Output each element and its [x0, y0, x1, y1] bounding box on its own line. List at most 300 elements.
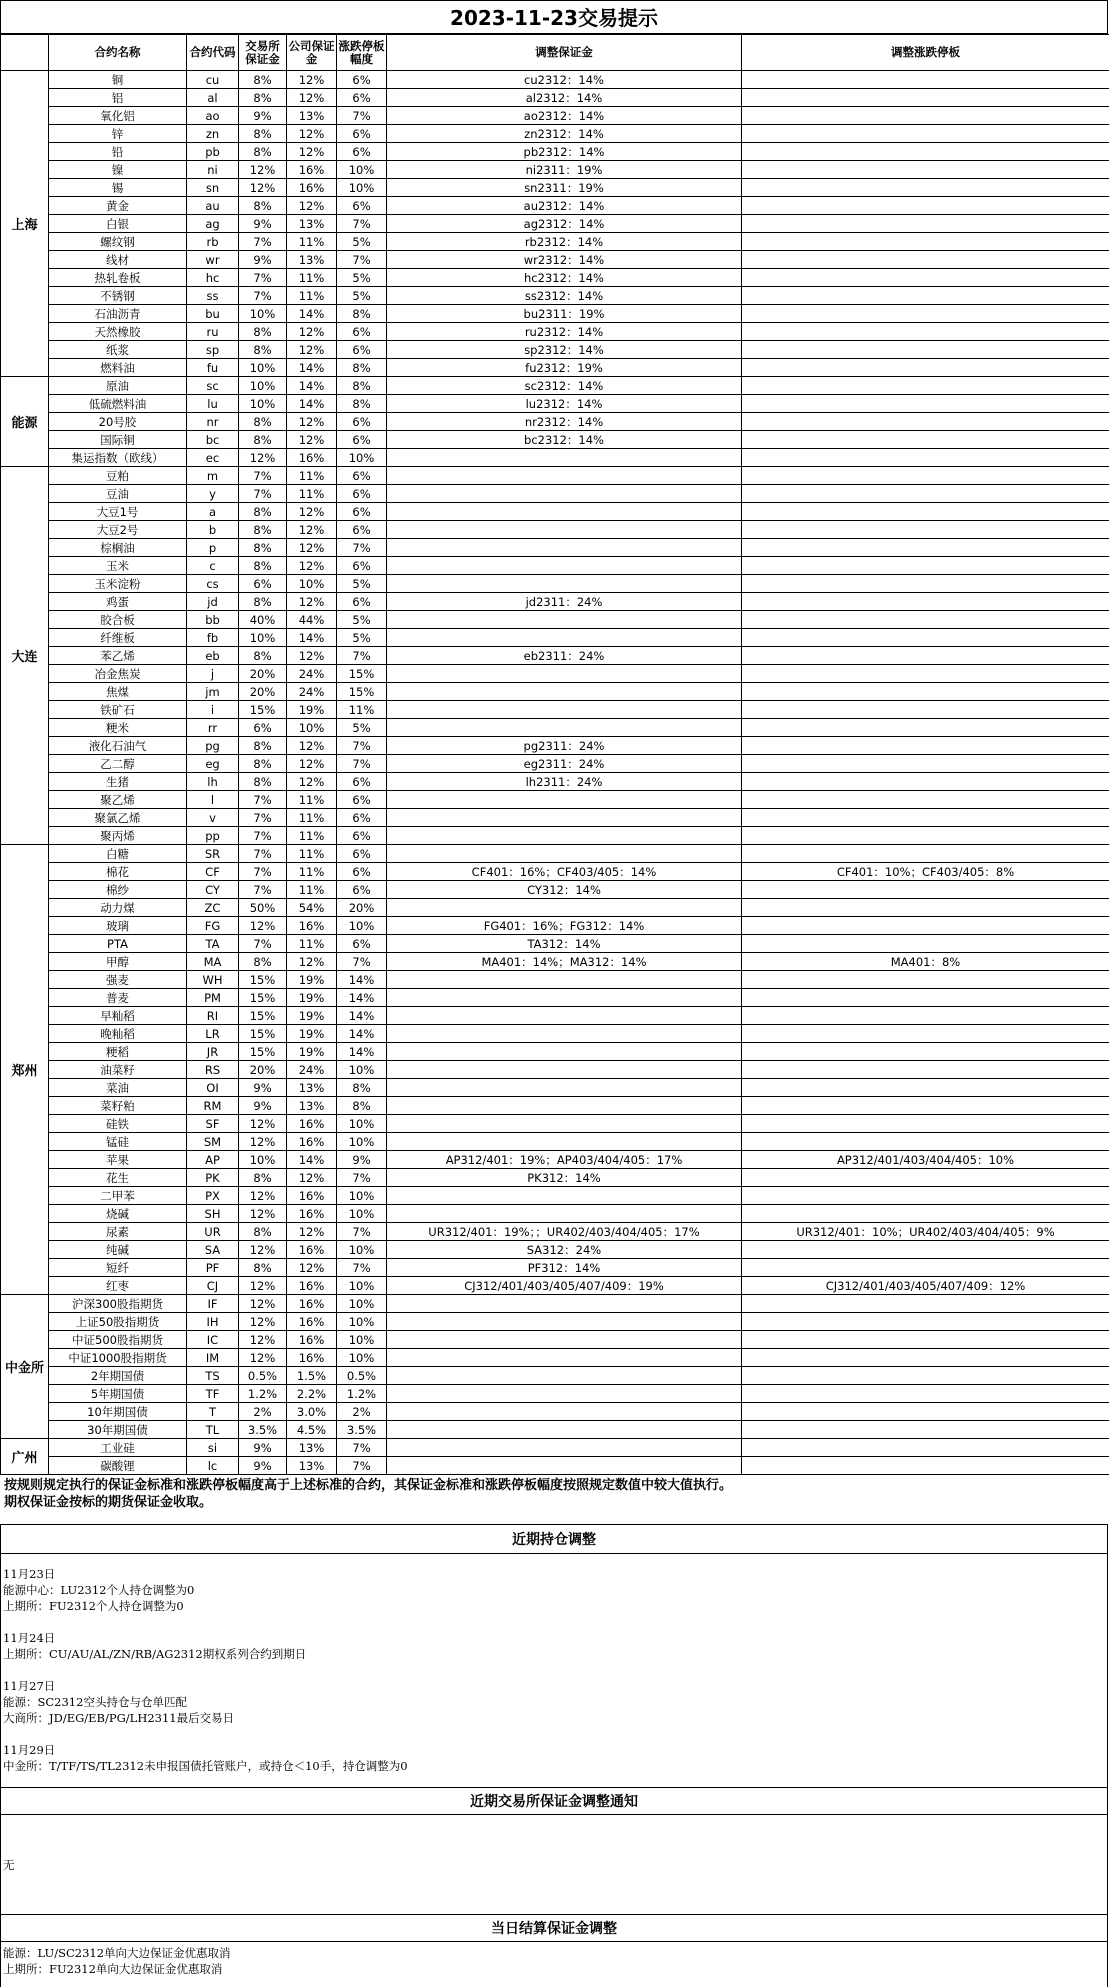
- table-row: [1, 845, 1109, 863]
- exchange-margin: 12%: [239, 1277, 287, 1295]
- adjusted-margin: rb2312：14%: [387, 233, 742, 251]
- contract-code: ao: [187, 107, 239, 125]
- adjusted-limit: [742, 1061, 1109, 1079]
- company-margin: 16%: [287, 1331, 337, 1349]
- company-margin: 12%: [287, 323, 337, 341]
- limit-range: 10%: [337, 1331, 387, 1349]
- adjusted-margin: TA312：14%: [387, 935, 742, 953]
- adjusted-limit: [742, 1295, 1109, 1313]
- adjusted-margin: [387, 1097, 742, 1115]
- exchange-cell: 大连: [1, 467, 49, 845]
- company-margin: 24%: [287, 665, 337, 683]
- contract-code: eg: [187, 755, 239, 773]
- contract-name: 碳酸锂: [49, 1457, 187, 1475]
- exchange-margin: 9%: [239, 1079, 287, 1097]
- contract-code: TS: [187, 1367, 239, 1385]
- adjusted-margin: [387, 1007, 742, 1025]
- adjusted-margin: [387, 1349, 742, 1367]
- exchange-margin: 10%: [239, 629, 287, 647]
- adjusted-margin: [387, 1061, 742, 1079]
- page-title: 2023-11-23交易提示: [0, 0, 1108, 34]
- table-row: [1, 143, 1109, 161]
- limit-range: 10%: [337, 1133, 387, 1151]
- limit-range: 5%: [337, 269, 387, 287]
- adjusted-margin: SA312：24%: [387, 1241, 742, 1259]
- adjusted-margin: [387, 1187, 742, 1205]
- header-adjust-margin: 调整保证金: [387, 35, 742, 71]
- contract-code: CY: [187, 881, 239, 899]
- table-row: [1, 323, 1109, 341]
- contract-name: 晚籼稻: [49, 1025, 187, 1043]
- limit-range: 6%: [337, 71, 387, 89]
- contract-code: au: [187, 197, 239, 215]
- limit-range: 6%: [337, 431, 387, 449]
- adjusted-margin: ag2312：14%: [387, 215, 742, 233]
- limit-range: 8%: [337, 359, 387, 377]
- exchange-margin: 20%: [239, 665, 287, 683]
- limit-range: 6%: [337, 773, 387, 791]
- company-margin: 19%: [287, 1043, 337, 1061]
- limit-range: 20%: [337, 899, 387, 917]
- table-row: [1, 683, 1109, 701]
- adjusted-limit: [742, 305, 1109, 323]
- company-margin: 12%: [287, 557, 337, 575]
- adjusted-limit: [742, 359, 1109, 377]
- contract-code: b: [187, 521, 239, 539]
- adjusted-margin: eb2311：24%: [387, 647, 742, 665]
- adjusted-margin: wr2312：14%: [387, 251, 742, 269]
- table-row: [1, 1205, 1109, 1223]
- contract-code: a: [187, 503, 239, 521]
- company-margin: 11%: [287, 485, 337, 503]
- table-row: [1, 917, 1109, 935]
- limit-range: 10%: [337, 1277, 387, 1295]
- contract-code: al: [187, 89, 239, 107]
- company-margin: 11%: [287, 467, 337, 485]
- adjusted-limit: [742, 575, 1109, 593]
- company-margin: 16%: [287, 449, 337, 467]
- table-row: [1, 1295, 1109, 1313]
- contract-name: PTA: [49, 935, 187, 953]
- contract-name: 大豆2号: [49, 521, 187, 539]
- exchange-margin: 15%: [239, 1043, 287, 1061]
- limit-range: 8%: [337, 1079, 387, 1097]
- limit-range: 14%: [337, 989, 387, 1007]
- exchange-margin: 12%: [239, 1133, 287, 1151]
- contract-code: TL: [187, 1421, 239, 1439]
- contract-code: sn: [187, 179, 239, 197]
- contract-code: lu: [187, 395, 239, 413]
- adjusted-limit: [742, 1367, 1109, 1385]
- contract-name: 纯碱: [49, 1241, 187, 1259]
- table-row: [1, 557, 1109, 575]
- contract-code: fb: [187, 629, 239, 647]
- company-margin: 11%: [287, 809, 337, 827]
- company-margin: 19%: [287, 989, 337, 1007]
- company-margin: 13%: [287, 1457, 337, 1475]
- adjusted-margin: [387, 449, 742, 467]
- contract-code: lh: [187, 773, 239, 791]
- notice-heading: 近期交易所保证金调整通知: [0, 1787, 1108, 1815]
- company-margin: 10%: [287, 575, 337, 593]
- company-margin: 14%: [287, 377, 337, 395]
- adjusted-margin: [387, 719, 742, 737]
- table-row: [1, 1313, 1109, 1331]
- adjusted-limit: [742, 287, 1109, 305]
- limit-range: 10%: [337, 1115, 387, 1133]
- adjusted-limit: [742, 647, 1109, 665]
- contract-code: ag: [187, 215, 239, 233]
- contract-name: 烧碱: [49, 1205, 187, 1223]
- margin-table: [0, 34, 1109, 1475]
- company-margin: 44%: [287, 611, 337, 629]
- limit-range: 6%: [337, 125, 387, 143]
- adjusted-margin: [387, 1313, 742, 1331]
- adjusted-margin: pg2311：24%: [387, 737, 742, 755]
- adjusted-margin: [387, 467, 742, 485]
- contract-code: CJ: [187, 1277, 239, 1295]
- table-row: [1, 1457, 1109, 1475]
- contract-code: rr: [187, 719, 239, 737]
- exchange-cell: 能源: [1, 377, 49, 467]
- adjusted-margin: [387, 1421, 742, 1439]
- limit-range: 6%: [337, 881, 387, 899]
- contract-code: RM: [187, 1097, 239, 1115]
- table-row: [1, 431, 1109, 449]
- exchange-margin: 8%: [239, 953, 287, 971]
- company-margin: 16%: [287, 1313, 337, 1331]
- adjusted-margin: cu2312：14%: [387, 71, 742, 89]
- contract-name: 液化石油气: [49, 737, 187, 755]
- exchange-margin: 7%: [239, 827, 287, 845]
- company-margin: 11%: [287, 791, 337, 809]
- limit-range: 5%: [337, 287, 387, 305]
- contract-code: TA: [187, 935, 239, 953]
- adjusted-margin: [387, 1439, 742, 1457]
- table-row: [1, 467, 1109, 485]
- limit-range: 6%: [337, 521, 387, 539]
- company-margin: 16%: [287, 1349, 337, 1367]
- table-row: [1, 827, 1109, 845]
- adjusted-limit: [742, 773, 1109, 791]
- contract-name: 豆粕: [49, 467, 187, 485]
- exchange-margin: 12%: [239, 161, 287, 179]
- adjusted-limit: [742, 161, 1109, 179]
- adjusted-limit: [742, 89, 1109, 107]
- adjusted-limit: [742, 107, 1109, 125]
- table-body: [1, 71, 1109, 1475]
- exchange-margin: 9%: [239, 251, 287, 269]
- company-margin: 12%: [287, 341, 337, 359]
- limit-range: 6%: [337, 467, 387, 485]
- table-row: [1, 1331, 1109, 1349]
- table-row: [1, 1421, 1109, 1439]
- limit-range: 6%: [337, 827, 387, 845]
- adjusted-limit: [742, 791, 1109, 809]
- adjusted-margin: [387, 683, 742, 701]
- contract-code: y: [187, 485, 239, 503]
- exchange-margin: 7%: [239, 791, 287, 809]
- contract-code: cu: [187, 71, 239, 89]
- contract-name: 燃料油: [49, 359, 187, 377]
- company-margin: 4.5%: [287, 1421, 337, 1439]
- table-row: [1, 1115, 1109, 1133]
- contract-code: IF: [187, 1295, 239, 1313]
- company-margin: 16%: [287, 917, 337, 935]
- adjusted-margin: jd2311：24%: [387, 593, 742, 611]
- contract-name: 红枣: [49, 1277, 187, 1295]
- exchange-margin: 9%: [239, 1097, 287, 1115]
- limit-range: 7%: [337, 1259, 387, 1277]
- contract-code: RI: [187, 1007, 239, 1025]
- table-row: [1, 89, 1109, 107]
- adjusted-limit: [742, 1403, 1109, 1421]
- company-margin: 11%: [287, 287, 337, 305]
- adjusted-margin: MA401：14%；MA312：14%: [387, 953, 742, 971]
- contract-code: hc: [187, 269, 239, 287]
- company-margin: 1.5%: [287, 1367, 337, 1385]
- table-row: [1, 1007, 1109, 1025]
- limit-range: 10%: [337, 449, 387, 467]
- position-line: 11月27日: [3, 1679, 56, 1693]
- limit-range: 6%: [337, 863, 387, 881]
- company-margin: 12%: [287, 1223, 337, 1241]
- company-margin: 16%: [287, 1133, 337, 1151]
- contract-name: 20号胶: [49, 413, 187, 431]
- limit-range: 15%: [337, 683, 387, 701]
- contract-name: 花生: [49, 1169, 187, 1187]
- adjusted-limit: [742, 1115, 1109, 1133]
- adjusted-margin: zn2312：14%: [387, 125, 742, 143]
- contract-code: MA: [187, 953, 239, 971]
- exchange-margin: 12%: [239, 1205, 287, 1223]
- exchange-margin: 12%: [239, 1187, 287, 1205]
- exchange-margin: 20%: [239, 683, 287, 701]
- contract-name: 粳米: [49, 719, 187, 737]
- table-row: [1, 359, 1109, 377]
- contract-name: 苯乙烯: [49, 647, 187, 665]
- contract-code: FG: [187, 917, 239, 935]
- company-margin: 12%: [287, 1169, 337, 1187]
- contract-code: UR: [187, 1223, 239, 1241]
- exchange-margin: 40%: [239, 611, 287, 629]
- limit-range: 10%: [337, 1205, 387, 1223]
- contract-name: 二甲苯: [49, 1187, 187, 1205]
- exchange-margin: 12%: [239, 1295, 287, 1313]
- table-row: [1, 971, 1109, 989]
- adjusted-margin: [387, 1331, 742, 1349]
- company-margin: 10%: [287, 719, 337, 737]
- contract-name: 早籼稻: [49, 1007, 187, 1025]
- table-row: [1, 665, 1109, 683]
- adjusted-margin: [387, 629, 742, 647]
- contract-name: 菜油: [49, 1079, 187, 1097]
- contract-name: 中证1000股指期货: [49, 1349, 187, 1367]
- contract-code: ni: [187, 161, 239, 179]
- contract-code: SF: [187, 1115, 239, 1133]
- limit-range: 5%: [337, 575, 387, 593]
- adjusted-limit: [742, 701, 1109, 719]
- limit-range: 7%: [337, 1223, 387, 1241]
- contract-name: 镍: [49, 161, 187, 179]
- company-margin: 11%: [287, 233, 337, 251]
- limit-range: 10%: [337, 1061, 387, 1079]
- adjusted-margin: [387, 539, 742, 557]
- company-margin: 12%: [287, 755, 337, 773]
- header-exchange: [1, 35, 49, 71]
- contract-name: 焦煤: [49, 683, 187, 701]
- adjusted-margin: ss2312：14%: [387, 287, 742, 305]
- adjusted-limit: [742, 215, 1109, 233]
- contract-code: RS: [187, 1061, 239, 1079]
- contract-name: 白糖: [49, 845, 187, 863]
- header-exchange-margin: 交易所保证金: [239, 35, 287, 71]
- table-row: [1, 413, 1109, 431]
- adjusted-margin: ru2312：14%: [387, 323, 742, 341]
- table-row: [1, 773, 1109, 791]
- adjusted-margin: [387, 611, 742, 629]
- exchange-margin: 7%: [239, 809, 287, 827]
- adjusted-margin: sc2312：14%: [387, 377, 742, 395]
- contract-name: 10年期国债: [49, 1403, 187, 1421]
- exchange-margin: 15%: [239, 989, 287, 1007]
- limit-range: 6%: [337, 143, 387, 161]
- limit-range: 5%: [337, 611, 387, 629]
- exchange-margin: 10%: [239, 1151, 287, 1169]
- adjusted-margin: al2312：14%: [387, 89, 742, 107]
- position-line: 11月24日: [3, 1631, 56, 1645]
- adjusted-limit: [742, 485, 1109, 503]
- limit-range: 8%: [337, 1097, 387, 1115]
- settlement-line: 能源：LU/SC2312单向大边保证金优惠取消: [3, 1946, 231, 1960]
- limit-range: 6%: [337, 197, 387, 215]
- adjusted-margin: [387, 521, 742, 539]
- adjusted-margin: [387, 1079, 742, 1097]
- adjusted-margin: [387, 989, 742, 1007]
- table-row: [1, 269, 1109, 287]
- exchange-margin: 10%: [239, 359, 287, 377]
- exchange-margin: 6%: [239, 719, 287, 737]
- exchange-margin: 7%: [239, 935, 287, 953]
- company-margin: 13%: [287, 107, 337, 125]
- table-row: [1, 341, 1109, 359]
- company-margin: 12%: [287, 773, 337, 791]
- adjusted-limit: [742, 881, 1109, 899]
- exchange-margin: 10%: [239, 305, 287, 323]
- company-margin: 12%: [287, 89, 337, 107]
- company-margin: 12%: [287, 125, 337, 143]
- limit-range: 8%: [337, 395, 387, 413]
- adjusted-limit: [742, 1097, 1109, 1115]
- contract-code: T: [187, 1403, 239, 1421]
- company-margin: 14%: [287, 395, 337, 413]
- company-margin: 12%: [287, 431, 337, 449]
- exchange-margin: 8%: [239, 521, 287, 539]
- limit-range: 6%: [337, 89, 387, 107]
- contract-name: 短纤: [49, 1259, 187, 1277]
- exchange-margin: 8%: [239, 89, 287, 107]
- adjusted-limit: [742, 449, 1109, 467]
- position-line: 大商所：JD/EG/EB/PG/LH2311最后交易日: [3, 1711, 235, 1725]
- contract-code: sc: [187, 377, 239, 395]
- company-margin: 12%: [287, 413, 337, 431]
- adjusted-margin: [387, 503, 742, 521]
- exchange-margin: 12%: [239, 449, 287, 467]
- contract-name: 强麦: [49, 971, 187, 989]
- adjusted-margin: au2312：14%: [387, 197, 742, 215]
- limit-range: 5%: [337, 233, 387, 251]
- exchange-margin: 9%: [239, 107, 287, 125]
- contract-code: si: [187, 1439, 239, 1457]
- adjusted-margin: [387, 1115, 742, 1133]
- table-row: [1, 503, 1109, 521]
- contract-code: CF: [187, 863, 239, 881]
- contract-code: WH: [187, 971, 239, 989]
- adjusted-limit: [742, 1313, 1109, 1331]
- exchange-margin: 8%: [239, 1259, 287, 1277]
- exchange-cell: 中金所: [1, 1295, 49, 1439]
- adjusted-limit: [742, 737, 1109, 755]
- company-margin: 11%: [287, 881, 337, 899]
- adjusted-limit: UR312/401：10%；UR402/403/404/405：9%: [742, 1223, 1109, 1241]
- adjusted-limit: [742, 1079, 1109, 1097]
- table-row: [1, 125, 1109, 143]
- exchange-margin: 7%: [239, 485, 287, 503]
- contract-code: v: [187, 809, 239, 827]
- contract-name: 国际铜: [49, 431, 187, 449]
- exchange-margin: 2%: [239, 1403, 287, 1421]
- exchange-margin: 8%: [239, 71, 287, 89]
- adjusted-margin: [387, 845, 742, 863]
- adjusted-limit: [742, 1007, 1109, 1025]
- adjusted-limit: [742, 197, 1109, 215]
- adjusted-limit: [742, 341, 1109, 359]
- contract-name: 鸡蛋: [49, 593, 187, 611]
- table-row: [1, 161, 1109, 179]
- adjusted-limit: [742, 1457, 1109, 1475]
- company-margin: 12%: [287, 593, 337, 611]
- limit-range: 7%: [337, 737, 387, 755]
- table-header-row: [1, 35, 1109, 71]
- exchange-margin: 8%: [239, 143, 287, 161]
- contract-name: 铁矿石: [49, 701, 187, 719]
- rule-note: 按规则规定执行的保证金标准和涨跌停板幅度高于上述标准的合约，其保证金标准和涨跌停板幅度按照规定数值中较大值执行。: [4, 1478, 733, 1493]
- adjusted-limit: [742, 755, 1109, 773]
- adjusted-limit: [742, 845, 1109, 863]
- company-margin: 3.0%: [287, 1403, 337, 1421]
- adjusted-limit: [742, 935, 1109, 953]
- position-line: 中金所：T/TF/TS/TL2312未申报国债托管账户，或持仓＜10手，持仓调整为0: [3, 1759, 408, 1773]
- limit-range: 7%: [337, 1457, 387, 1475]
- contract-code: bu: [187, 305, 239, 323]
- contract-name: 玻璃: [49, 917, 187, 935]
- exchange-margin: 50%: [239, 899, 287, 917]
- contract-code: SA: [187, 1241, 239, 1259]
- contract-name: 锡: [49, 179, 187, 197]
- table-row: [1, 377, 1109, 395]
- adjusted-limit: [742, 719, 1109, 737]
- company-margin: 14%: [287, 1151, 337, 1169]
- exchange-margin: 12%: [239, 1349, 287, 1367]
- contract-code: IM: [187, 1349, 239, 1367]
- adjusted-limit: [742, 179, 1109, 197]
- adjusted-margin: eg2311：24%: [387, 755, 742, 773]
- limit-range: 10%: [337, 1187, 387, 1205]
- adjusted-margin: [387, 791, 742, 809]
- company-margin: 16%: [287, 1277, 337, 1295]
- table-row: [1, 287, 1109, 305]
- company-margin: 12%: [287, 1259, 337, 1277]
